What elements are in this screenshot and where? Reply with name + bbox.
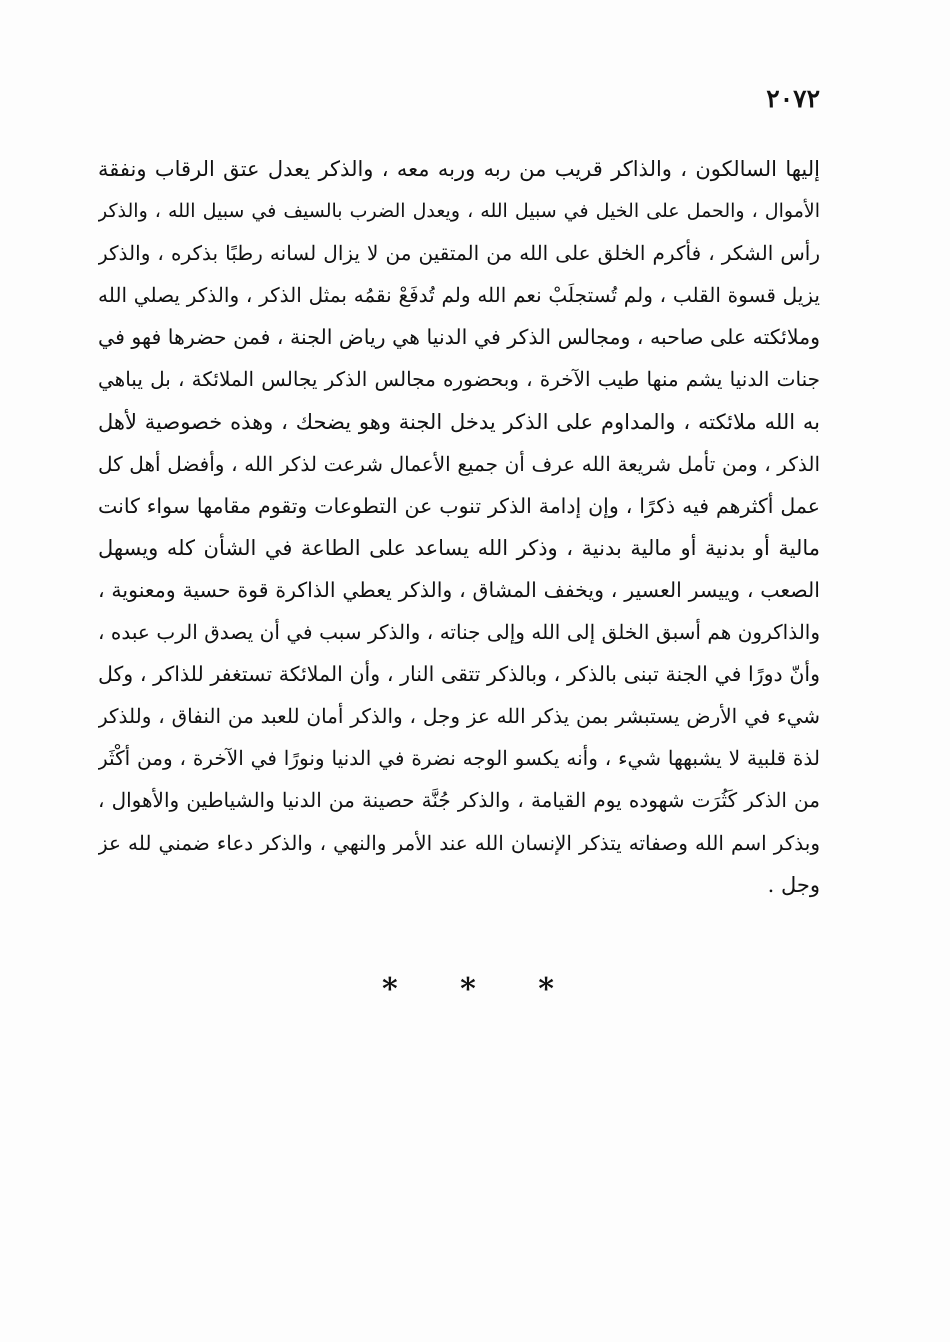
- page-number: ٢٠٧٢: [766, 84, 820, 113]
- text-line: والذاكرون هم أسبق الخلق إلى الله وإلى جناته ، والذكر سبب في أن يصدق الرب عبده ،: [98, 620, 820, 645]
- text-line: شيء في الأرض يستبشر بمن يذكر الله عز وجل ، والذكر أمان للعبد من النفاق ، وللذكر: [98, 704, 820, 729]
- body-text: [98, 148, 820, 906]
- text-line: الصعب ، وييسر العسير ، ويخفف المشاق ، والذكر يعطي الذاكرة قوة حسية ومعنوية ،: [98, 577, 820, 602]
- text-line: وبذكر اسم الله وصفاته يتذكر الإنسان الله عند الأمر والنهي ، والذكر دعاء ضمني لله عز: [98, 830, 820, 855]
- text-line: من الذكر كَثُرَت شهوده يوم القيامة ، والذكر جُنَّة حصينة من الدنيا والشياطين والأهوال ،: [98, 788, 820, 813]
- text-line: وملائكته على صاحبه ، ومجالس الذكر في الدنيا هي رياض الجنة ، فمن حضرها فهو في: [98, 325, 820, 350]
- text-line: يزيل قسوة القلب ، ولم تُستجلَبْ نعم الله ولم تُدفَعْ نقمُه بمثل الذكر ، والذكر يصلي الله: [98, 283, 820, 308]
- section-separator: * * *: [382, 972, 580, 1007]
- text-line: به الله ملائكته ، والمداوم على الذكر يدخل الجنة وهو يضحك ، وهذه خصوصية لأهل: [98, 409, 820, 434]
- text-line: إليها السالكون ، والذاكر قريب من ربه وربه معه ، والذكر يعدل عتق الرقاب ونفقة: [98, 157, 820, 181]
- text-line: عمل أكثرهم فيه ذكرًا ، وإن إدامة الذكر تنوب عن التطوعات وتقوم مقامها سواء كانت: [98, 493, 820, 518]
- text-line-last: وجل .: [767, 872, 820, 897]
- text-line: رأس الشكر ، فأكرم الخلق على الله من المتقين من لا يزال لسانه رطبًا بذكره ، والذكر: [98, 241, 820, 266]
- text-line: جنات الدنيا يشم منها طيب الآخرة ، وبحضوره مجالس الذكر يجالس الملائكة ، بل يباهي: [98, 367, 820, 392]
- text-line: وأنّ دورًا في الجنة تبنى بالذكر ، وبالذكر تتقى النار ، وأن الملائكة تستغفر للذاكر ، وكل: [98, 662, 820, 687]
- text-line: لذة قلبية لا يشبهها شيء ، وأنه يكسو الوجه نضرة في الدنيا ونورًا في الآخرة ، ومن أكْثَر: [98, 746, 820, 771]
- text-line: الذكر ، ومن تأمل شريعة الله عرف أن جميع الأعمال شرعت لذكر الله ، وأفضل أهل كل: [98, 451, 820, 476]
- text-line: الأموال ، والحمل على الخيل في سبيل الله ، ويعدل الضرب بالسيف في سبيل الله ، والذكر: [98, 200, 820, 223]
- text-line: مالية أو بدنية أو مالية بدنية ، وذكر الله يساعد على الطاعة في الشأن كله ويسهل: [98, 535, 820, 560]
